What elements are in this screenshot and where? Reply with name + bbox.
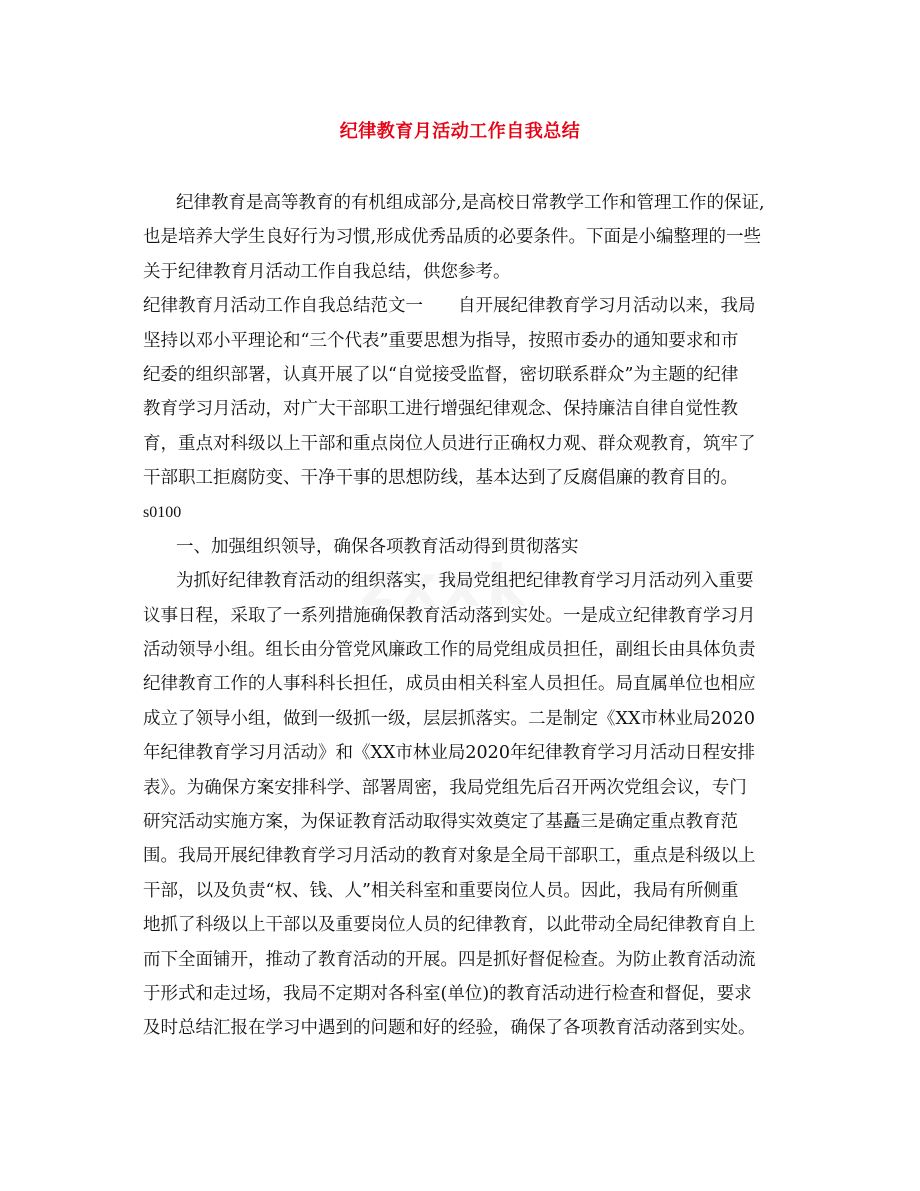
- paragraph-line: 及时总结汇报在学习中遇到的问题和好的经验，确保了各项教育活动落到实处。: [143, 1018, 756, 1039]
- paragraph-line: 坚持以邓小平理论和“三个代表”重要思想为指导，按照市委办的通知要求和市: [143, 330, 739, 351]
- paragraph-line: 表》。为确保方案安排科学、部署周密，我局党组先后召开两次党组会议，专门: [143, 777, 747, 798]
- paragraph-line: 纪律教育是高等教育的有机组成部分,是高校日常教学工作和管理工作的保证,: [176, 193, 765, 213]
- paragraph-line: 育，重点对科级以上干部和重点岗位人员进行正确权力观、群众观教育，筑牢了: [143, 433, 756, 454]
- subsection-heading: 一、加强组织领导，确保各项教育活动得到贯彻落实: [176, 536, 579, 557]
- paragraph-line: 于形式和走过场，我局不定期对各科室(单位)的教育活动进行检查和督促，要求: [143, 983, 752, 1004]
- section-heading-line: 纪律教育月活动工作自我总结范文一 自开展纪律教育学习月活动以来，我局: [143, 296, 756, 317]
- paragraph-line: 教育学习月活动，对广大干部职工进行增强纪律观念、保持廉洁自律自觉性教: [143, 399, 738, 420]
- paragraph-line: 为抓好纪律教育活动的组织落实，我局党组把纪律教育学习月活动列入重要: [176, 571, 754, 592]
- paragraph-line: 关于纪律教育月活动工作自我总结，供您参考。: [143, 261, 511, 282]
- paragraph-line: 纪律教育工作的人事科科长担任，成员由相关科室人员担任。局直属单位也相应: [143, 674, 756, 695]
- paragraph-line: 而下全面铺开，推动了教育活动的开展。四是抓好督促检查。为防止教育活动流: [143, 949, 756, 970]
- paragraph-line: 干部职工拒腐防变、干净干事的思想防线，基本达到了反腐倡廉的教育目的。: [143, 468, 738, 489]
- paragraph-line: 地抓了科级以上干部以及重要岗位人员的纪律教育，以此带动全局纪律教育自上: [143, 915, 756, 936]
- document-title: 纪律教育月活动工作自我总结: [339, 121, 581, 142]
- paragraph-line: 干部，以及负责“权、钱、人”相关科室和重要岗位人员。因此，我局有所侧重: [143, 880, 739, 901]
- watermark: zxxk: [360, 552, 532, 620]
- document-body: [143, 186, 793, 1046]
- paragraph-line: 也是培养大学生良好行为习惯,形成优秀品质的必要条件。下面是小编整理的一些: [143, 227, 762, 248]
- paragraph-line: 成立了领导小组，做到一级抓一级，层层抓落实。二是制定《XX市林业局2020: [143, 708, 755, 729]
- reference-code: s0100: [143, 503, 182, 521]
- paragraph-line: 活动领导小组。组长由分管党风廉政工作的局党组成员担任，副组长由具体负责: [143, 640, 756, 661]
- paragraph-line: 年纪律教育学习月活动》和《XX市林业局2020年纪律教育学习月活动日程安排: [143, 743, 755, 764]
- paragraph-line: 围。我局开展纪律教育学习月活动的教育对象是全局干部职工，重点是科级以上: [143, 846, 756, 867]
- paragraph-line: 议事日程，采取了一系列措施确保教育活动落到实处。一是成立纪律教育学习月: [143, 605, 756, 626]
- paragraph-line: 纪委的组织部署，认真开展了以“自觉接受监督，密切联系群众”为主题的纪律: [143, 364, 739, 385]
- paragraph-line: 研究活动实施方案，为保证教育活动取得实效奠定了基矗三是确定重点教育范: [143, 812, 738, 833]
